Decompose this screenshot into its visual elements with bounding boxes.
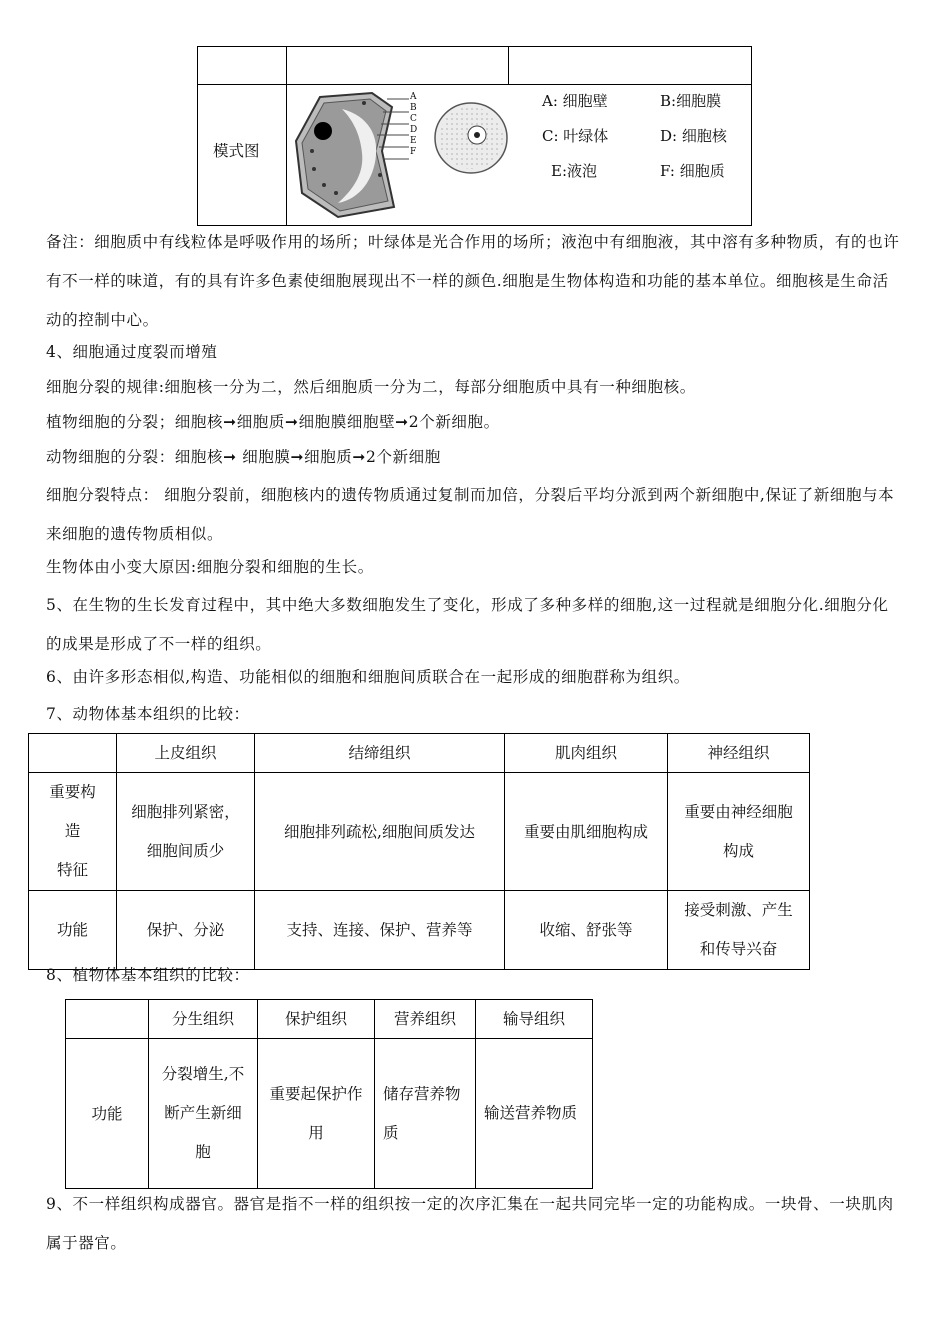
s5-paragraph: 5、在生物的生长发育过程中，其中绝大多数细胞发生了变化，形成了多种多样的细胞,这一过程就是细胞分化.细胞分化的成果是形成了不一样的组织。 — [46, 596, 889, 653]
letter-a: A — [410, 92, 418, 102]
s7-heading: 7、动物体基本组织的比较： — [46, 705, 250, 723]
animal-structure-epithelial: 细胞排列紧密，细胞间质少 — [117, 773, 255, 891]
label-line: 特征 — [56, 861, 88, 879]
animal-function-muscle: 收缩、舒张等 — [505, 891, 668, 970]
plant-function-conductive: 输送营养物质 — [476, 1039, 593, 1189]
plant-header-conductive: 输导组织 — [476, 1000, 593, 1039]
animal-header-nerve: 神经组织 — [668, 734, 810, 773]
diagram-letters — [410, 92, 418, 158]
animal-row-structure-label — [29, 773, 117, 891]
plant-function-protective: 重要起保护作用 — [258, 1039, 375, 1189]
label-line: 重要构 — [49, 783, 96, 801]
plant-function-meristem: 分裂增生,不断产生新细胞 — [149, 1039, 258, 1189]
letter-f: F — [410, 147, 418, 157]
animal-function-epithelial: 保护、分泌 — [117, 891, 255, 970]
s4-plant: 植物细胞的分裂；细胞核➞细胞质➞细胞膜细胞壁➞2个新细胞。 — [46, 413, 500, 431]
animal-row-function-label: 功能 — [29, 891, 117, 970]
legend-b: B:细胞膜 — [660, 92, 722, 110]
animal-structure-muscle: 重要由肌细胞构成 — [505, 773, 668, 891]
model-row-label: 模式图 — [213, 142, 260, 160]
plant-header-protective: 保护组织 — [258, 1000, 375, 1039]
s4-heading: 4、细胞通过度裂而增殖 — [46, 343, 218, 361]
table-row — [66, 1039, 593, 1189]
legend-e: E:液泡 — [551, 162, 598, 180]
plant-tissue-table — [65, 999, 593, 1189]
model-table — [197, 46, 752, 226]
animal-function-connective: 支持、连接、保护、营养等 — [255, 891, 505, 970]
s4-growth: 生物体由小变大原因:细胞分裂和细胞的生长。 — [46, 558, 374, 576]
table-row — [29, 773, 810, 891]
s6-paragraph: 6、由许多形态相似,构造、功能相似的细胞和细胞间质联合在一起形成的细胞群称为组织。 — [46, 668, 690, 686]
animal-structure-connective: 细胞排列疏松,细胞间质发达 — [255, 773, 505, 891]
letter-d: D — [410, 125, 419, 135]
animal-header-epithelial: 上皮组织 — [117, 734, 255, 773]
letter-b: B — [410, 103, 418, 113]
animal-header-connective: 结缔组织 — [255, 734, 505, 773]
legend-a: A: 细胞壁 — [542, 92, 608, 110]
animal-header-corner — [29, 734, 117, 773]
legend-c: C: 叶绿体 — [542, 127, 609, 145]
plant-header-nutritive: 营养组织 — [375, 1000, 476, 1039]
table-row — [29, 891, 810, 970]
s8-heading: 8、植物体基本组织的比较： — [46, 966, 250, 984]
s4-animal: 动物细胞的分裂：细胞核➞ 细胞膜➞细胞质➞2个新细胞 — [46, 448, 441, 466]
s9-paragraph: 9、不一样组织构成器官。器官是指不一样的组织按一定的次序汇集在一起共同完毕一定的功能构成。一块骨、一块肌肉属于器官。 — [46, 1195, 894, 1252]
legend-d: D: 细胞核 — [660, 127, 727, 145]
s4-rule: 细胞分裂的规律:细胞核一分为二，然后细胞质一分为二，每部分细胞质中具有一种细胞核。 — [46, 378, 696, 396]
animal-tissue-table — [28, 733, 810, 970]
animal-function-nerve: 接受刺激、产生和传导兴奋 — [668, 891, 810, 970]
plant-header-corner — [66, 1000, 149, 1039]
plant-row-function-label: 功能 — [66, 1039, 149, 1189]
animal-cell-diagram — [431, 98, 511, 178]
legend-f: F: 细胞质 — [660, 162, 725, 180]
letter-c: C — [410, 114, 418, 124]
note-paragraph: 备注：细胞质中有线粒体是呼吸作用的场所；叶绿体是光合作用的场所；液泡中有细胞液，其中溶有多种物质，有的也许有不一样的味道，有的具有许多色素使细胞展现出不一样的颜色.细胞是生物体构造和功能的基本单位。细胞核是生命活动的控制中心。 — [46, 233, 900, 329]
animal-table-header-row — [29, 734, 810, 773]
animal-header-muscle: 肌肉组织 — [505, 734, 668, 773]
plant-header-meristem: 分生组织 — [149, 1000, 258, 1039]
plant-function-nutritive: 储存营养物质 — [375, 1039, 476, 1189]
letter-e: E — [410, 136, 418, 146]
animal-structure-nerve: 重要由神经细胞构成 — [668, 773, 810, 891]
s4-feature: 细胞分裂特点： 细胞分裂前，细胞核内的遗传物质通过复制而加倍，分裂后平均分派到两个新细胞中,保证了新细胞与本来细胞的遗传物质相似。 — [46, 486, 895, 543]
plant-table-header-row — [66, 1000, 593, 1039]
label-line: 造 — [64, 822, 81, 840]
